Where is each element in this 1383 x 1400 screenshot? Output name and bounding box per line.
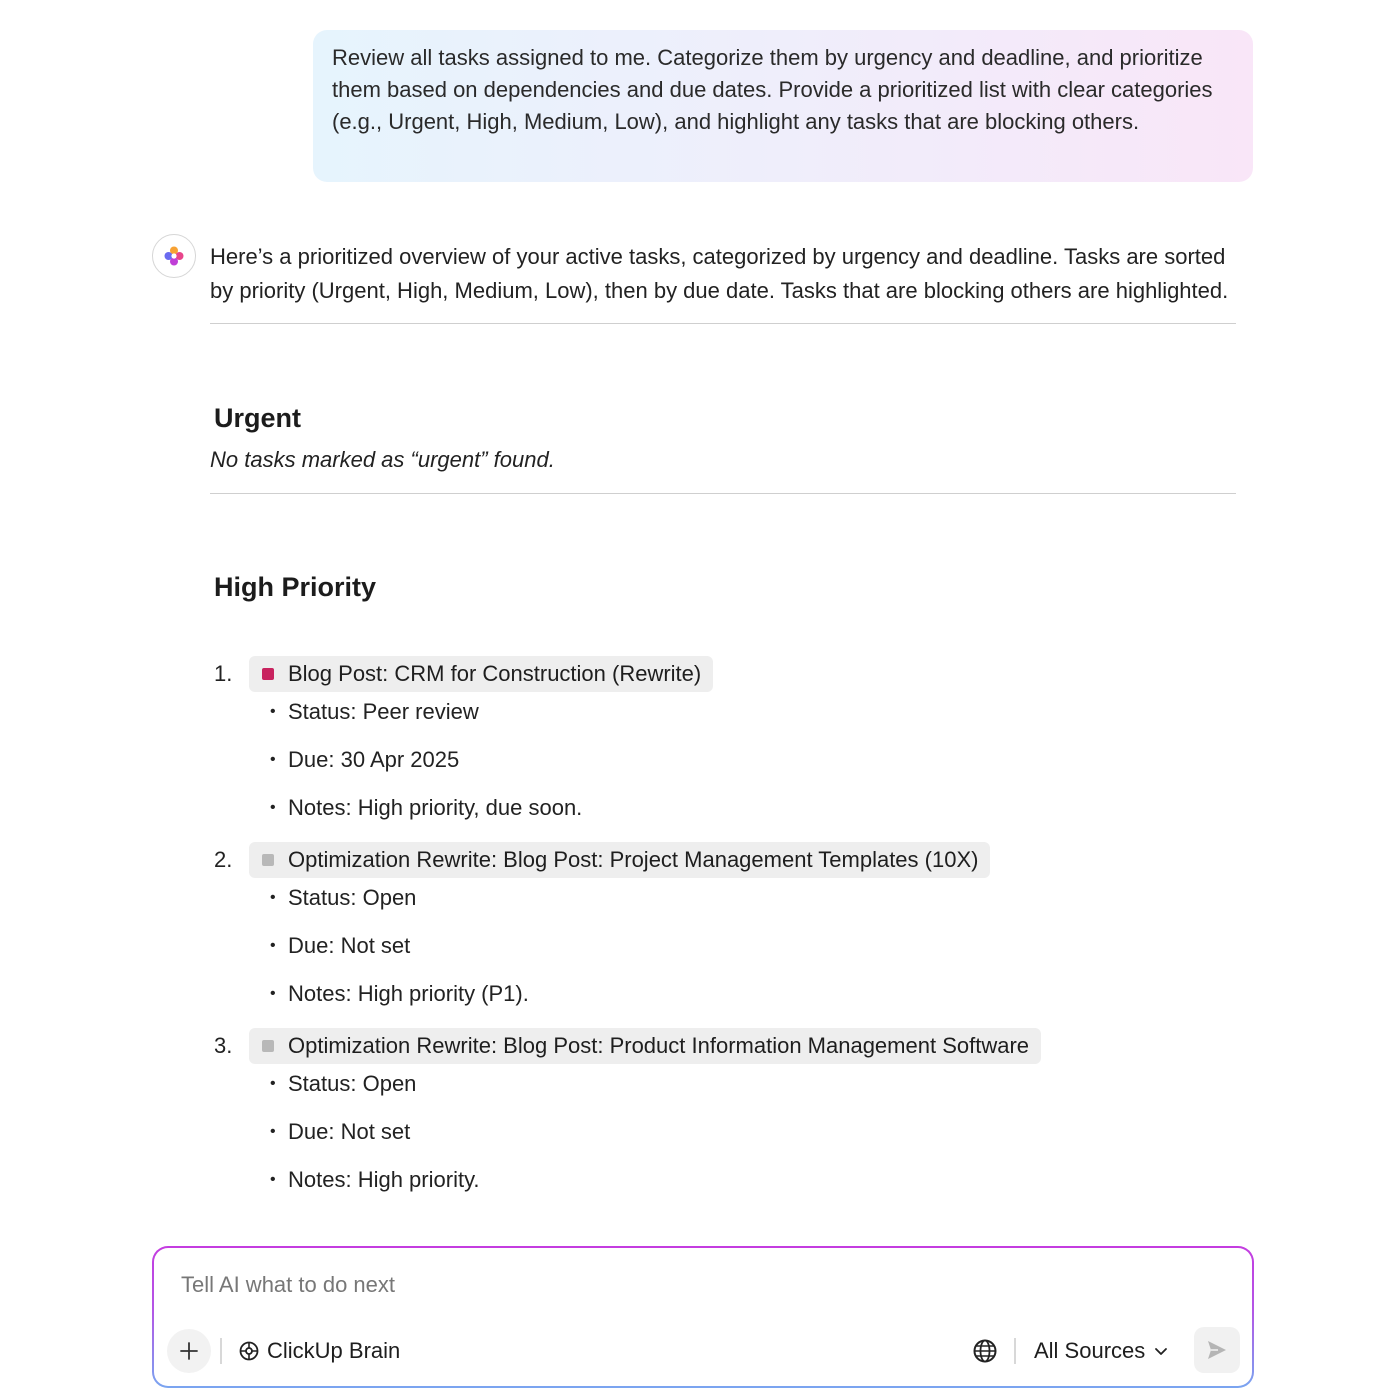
user-message-bubble: Review all tasks assigned to me. Categorize them by urgency and deadline, and prioritize them based on dependencies and due dates. Provide a prioritized list with clear categories (e.g., Urgent, High, Medium, Low), and highlight any tasks that are blocking others. — [313, 30, 1253, 182]
brain-icon — [238, 1340, 260, 1362]
task-number: 1. — [214, 661, 233, 686]
add-attachment-button[interactable] — [167, 1329, 211, 1373]
send-button[interactable] — [1194, 1327, 1240, 1373]
task-notes: • Notes: High priority, due soon. — [270, 794, 1236, 822]
assistant-intro-text: Here’s a prioritized overview of your active tasks, categorized by urgency and deadline. Tasks are sorted by priority (Urgent, High, Medium, Low), then by due date. Tasks that are blocking others are highlighted. — [210, 244, 1229, 303]
task-status: • Status: Open — [270, 1070, 1236, 1098]
task-title: Optimization Rewrite: Blog Post: Product Information Management Software — [288, 1033, 1030, 1058]
task-details — [210, 884, 1236, 1008]
task-notes: • Notes: High priority. — [270, 1166, 1236, 1194]
task-details — [210, 698, 1236, 822]
task-due: • Due: Not set — [270, 1118, 1236, 1146]
high-priority-heading: High Priority — [214, 572, 377, 602]
urgent-heading: Urgent — [214, 403, 301, 433]
toolbar-separator — [1014, 1338, 1016, 1364]
globe-icon — [972, 1338, 998, 1364]
clickup-brain-logo-icon — [152, 234, 196, 278]
chevron-down-icon — [1153, 1343, 1169, 1359]
task-number: 3. — [214, 1033, 233, 1058]
task-chip[interactable] — [249, 656, 713, 692]
task-status: • Status: Peer review — [270, 698, 1236, 726]
task-status-icon — [262, 1040, 274, 1052]
task-status-icon — [262, 668, 274, 680]
task-due: • Due: 30 Apr 2025 — [270, 746, 1236, 774]
task-chip[interactable] — [249, 1028, 1041, 1064]
task-title: Optimization Rewrite: Blog Post: Project Management Templates (10X) — [288, 847, 979, 872]
section-divider — [210, 323, 1236, 324]
plus-icon — [179, 1341, 199, 1361]
ai-composer — [152, 1246, 1254, 1388]
task-item — [210, 1028, 1236, 1194]
send-icon — [1206, 1339, 1228, 1361]
task-status: • Status: Open — [270, 884, 1236, 912]
composer-body — [154, 1248, 1252, 1386]
urgent-section — [210, 401, 1236, 475]
task-due: • Due: Not set — [270, 932, 1236, 960]
brain-label: ClickUp Brain — [267, 1338, 401, 1363]
section-divider — [210, 493, 1236, 494]
sources-label: All Sources — [1034, 1338, 1146, 1363]
high-priority-section — [210, 570, 1236, 1194]
toolbar-separator — [220, 1338, 222, 1364]
prompt-input[interactable] — [181, 1270, 1081, 1300]
task-details — [210, 1070, 1236, 1194]
sources-dropdown[interactable] — [1034, 1334, 1169, 1368]
clickup-brain-selector[interactable] — [238, 1334, 400, 1368]
task-item — [210, 656, 1236, 822]
high-priority-task-list — [210, 656, 1236, 1194]
task-chip[interactable] — [249, 842, 990, 878]
task-title: Blog Post: CRM for Construction (Rewrite) — [288, 661, 702, 686]
task-item — [210, 842, 1236, 1008]
urgent-empty-note: No tasks marked as “urgent” found. — [210, 447, 555, 472]
web-search-toggle[interactable] — [972, 1338, 998, 1364]
task-notes: • Notes: High priority (P1). — [270, 980, 1236, 1008]
task-status-icon — [262, 854, 274, 866]
task-number: 2. — [214, 847, 233, 872]
assistant-response — [210, 240, 1236, 1220]
